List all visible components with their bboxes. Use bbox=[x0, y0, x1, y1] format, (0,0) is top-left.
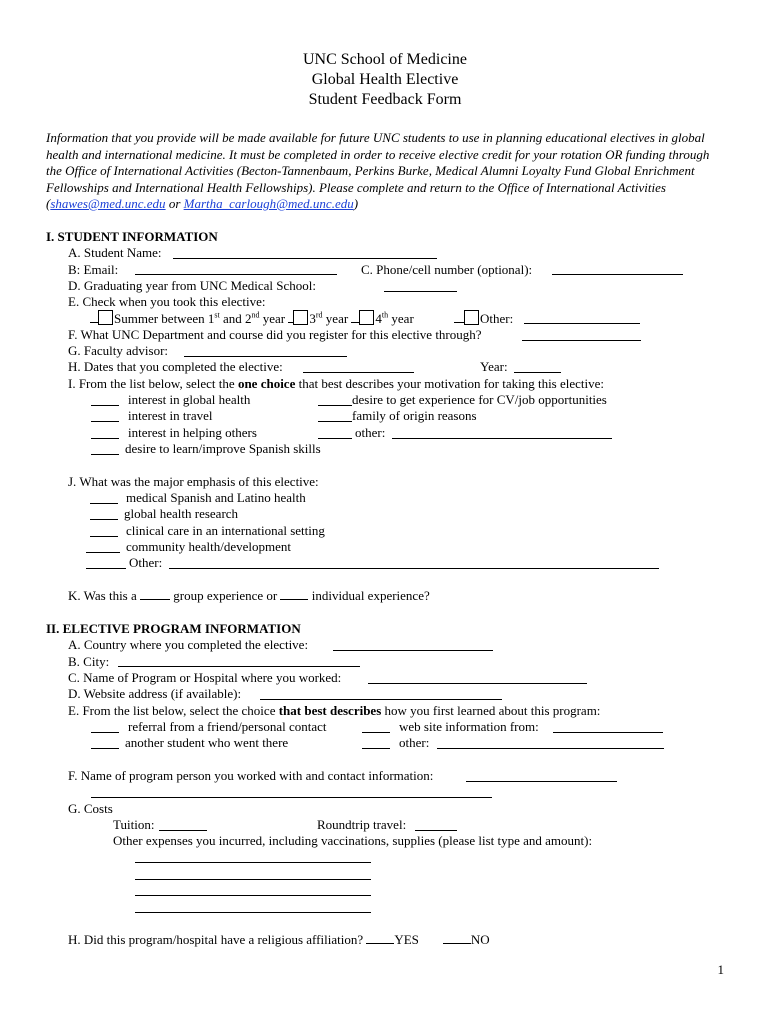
intro-text: Information that you provide will be made available for future UNC students to use in planning educational electives in global health and international medicine. It must be completed in order to receive elective credit for your rotation OR funding through the Office of International Activities (Becton-Tannenbaum, Perkins Burke, Medical Alumni Loyalty Fund Global Enrichment Fellowships and International Health Fellowships). Please complete and return to the Office of International Activities ( bbox=[46, 130, 710, 211]
form-title-school: UNC School of Medicine bbox=[303, 51, 467, 68]
motivation-option-global-health: interest in global health bbox=[128, 392, 251, 407]
motivation-option-spanish: desire to learn/improve Spanish skills bbox=[125, 441, 321, 456]
faculty-advisor-field[interactable] bbox=[184, 356, 347, 357]
religious-affiliation-question: H. Did this program/hospital have a religious affiliation? YES NO bbox=[68, 932, 490, 947]
motivation-blank-travel[interactable] bbox=[91, 421, 119, 422]
emphasis-blank-research[interactable] bbox=[90, 519, 118, 520]
learned-option-website: web site information from: bbox=[399, 719, 539, 734]
learned-website-field[interactable] bbox=[553, 732, 663, 733]
graduating-year-label: D. Graduating year from UNC Medical School: bbox=[68, 278, 317, 293]
country-field[interactable] bbox=[333, 650, 493, 651]
section-2-heading: II. ELECTIVE PROGRAM INFORMATION bbox=[46, 621, 301, 636]
roundtrip-travel-field[interactable] bbox=[415, 830, 457, 831]
learned-option-referral: referral from a friend/personal contact bbox=[128, 719, 327, 734]
learned-about-question: E. From the list below, select the choice that best describes how you first learned about this program: bbox=[68, 703, 601, 718]
emphasis-other-field[interactable] bbox=[169, 568, 659, 569]
emphasis-option-spanish: medical Spanish and Latino health bbox=[126, 490, 306, 505]
phone-label: C. Phone/cell number (optional): bbox=[361, 262, 533, 277]
learned-option-other: other: bbox=[399, 735, 430, 750]
emphasis-option-research: global health research bbox=[124, 506, 239, 521]
emphasis-blank-other[interactable] bbox=[86, 568, 126, 569]
motivation-option-travel: interest in travel bbox=[128, 408, 213, 423]
learned-blank-other[interactable] bbox=[362, 748, 390, 749]
costs-label: G. Costs bbox=[68, 801, 113, 816]
emphasis-blank-clinical[interactable] bbox=[90, 536, 118, 537]
other-expenses-line-1[interactable] bbox=[135, 862, 371, 863]
emphasis-option-clinical: clinical care in an international setting bbox=[126, 523, 325, 538]
email-field[interactable] bbox=[135, 274, 337, 275]
motivation-blank-other[interactable] bbox=[318, 438, 352, 439]
emphasis-option-community: community health/development bbox=[126, 539, 291, 554]
emphasis-blank-community[interactable] bbox=[86, 552, 120, 553]
faculty-advisor-label: G. Faculty advisor: bbox=[68, 343, 169, 358]
program-name-label: C. Name of Program or Hospital where you worked: bbox=[68, 670, 342, 685]
website-field[interactable] bbox=[260, 699, 502, 700]
learned-blank-referral[interactable] bbox=[91, 732, 119, 733]
city-field[interactable] bbox=[118, 666, 360, 667]
student-name-label: A. Student Name: bbox=[68, 245, 162, 260]
program-contact-field-2[interactable] bbox=[91, 797, 492, 798]
form-title-elective: Global Health Elective bbox=[311, 71, 459, 88]
group-blank[interactable] bbox=[140, 588, 170, 600]
dates-field[interactable] bbox=[303, 372, 414, 373]
learned-other-field[interactable] bbox=[437, 748, 664, 749]
email-link-shawes[interactable]: shawes@med.unc.edu bbox=[50, 196, 166, 211]
roundtrip-travel-label: Roundtrip travel: bbox=[317, 817, 407, 832]
motivation-blank-family[interactable] bbox=[318, 421, 352, 422]
other-expenses-label: Other expenses you incurred, including vaccinations, supplies (please list type and amount): bbox=[113, 833, 593, 848]
intro-close: ) bbox=[353, 196, 359, 211]
other-expenses-line-2[interactable] bbox=[135, 879, 371, 880]
intro-paragraph bbox=[46, 130, 726, 213]
learned-option-student: another student who went there bbox=[125, 735, 289, 750]
city-label: B. City: bbox=[68, 654, 110, 669]
program-contact-field[interactable] bbox=[466, 781, 617, 782]
intro-or: or bbox=[165, 196, 184, 211]
motivation-blank-spanish[interactable] bbox=[91, 454, 119, 455]
other-time-checkbox[interactable] bbox=[464, 310, 479, 325]
website-label: D. Website address (if available): bbox=[68, 686, 242, 701]
individual-blank[interactable] bbox=[280, 588, 308, 600]
year-label: Year: bbox=[480, 359, 508, 374]
other-time-field[interactable] bbox=[524, 323, 640, 324]
dates-label: H. Dates that you completed the elective: bbox=[68, 359, 283, 374]
emphasis-option-other: Other: bbox=[129, 555, 163, 570]
elective-time-row: Summer between 1st and 2nd year 3rd year 4th year bbox=[90, 310, 414, 327]
page-number: 1 bbox=[717, 962, 724, 977]
learned-blank-student[interactable] bbox=[91, 748, 119, 749]
check-elective-time-label: E. Check when you took this elective: bbox=[68, 294, 266, 309]
summer-checkbox[interactable] bbox=[98, 310, 113, 325]
motivation-blank-cv[interactable] bbox=[318, 405, 352, 406]
learned-blank-website[interactable] bbox=[362, 732, 390, 733]
program-contact-label: F. Name of program person you worked with and contact information: bbox=[68, 768, 434, 783]
religious-yes-blank[interactable] bbox=[366, 932, 394, 944]
program-name-field[interactable] bbox=[368, 683, 587, 684]
motivation-option-other: other: bbox=[355, 425, 386, 440]
tuition-label: Tuition: bbox=[113, 817, 155, 832]
phone-field[interactable] bbox=[552, 274, 683, 275]
department-label: F. What UNC Department and course did you register for this elective through? bbox=[68, 327, 482, 342]
motivation-option-family: family of origin reasons bbox=[352, 408, 477, 423]
other-expenses-line-3[interactable] bbox=[135, 895, 371, 896]
emphasis-question: J. What was the major emphasis of this elective: bbox=[68, 474, 319, 489]
tuition-field[interactable] bbox=[159, 830, 207, 831]
motivation-option-helping: interest in helping others bbox=[128, 425, 257, 440]
form-title-feedback: Student Feedback Form bbox=[308, 91, 462, 108]
year-field[interactable] bbox=[514, 372, 561, 373]
email-label: B: Email: bbox=[68, 262, 119, 277]
motivation-blank-global-health[interactable] bbox=[91, 405, 119, 406]
third-year-checkbox[interactable] bbox=[293, 310, 308, 325]
country-label: A. Country where you completed the elective: bbox=[68, 637, 309, 652]
motivation-blank-helping[interactable] bbox=[91, 438, 119, 439]
motivation-question: I. From the list below, select the one choice that best describes your motivation for taking this elective: bbox=[68, 376, 605, 391]
emphasis-blank-spanish[interactable] bbox=[90, 503, 118, 504]
religious-no-blank[interactable] bbox=[443, 932, 471, 944]
section-1-heading: I. STUDENT INFORMATION bbox=[46, 229, 218, 244]
department-field[interactable] bbox=[522, 340, 641, 341]
fourth-year-checkbox[interactable] bbox=[359, 310, 374, 325]
group-individual-question: K. Was this a group experience or individual experience? bbox=[68, 588, 430, 603]
other-time-row: Other: bbox=[454, 310, 513, 327]
motivation-other-field[interactable] bbox=[392, 438, 612, 439]
student-name-field[interactable] bbox=[173, 258, 437, 259]
graduating-year-field[interactable] bbox=[384, 291, 457, 292]
other-expenses-line-4[interactable] bbox=[135, 912, 371, 913]
email-link-carlough[interactable]: Martha_carlough@med.unc.edu bbox=[183, 196, 354, 211]
motivation-option-cv: desire to get experience for CV/job opportunities bbox=[352, 392, 607, 407]
